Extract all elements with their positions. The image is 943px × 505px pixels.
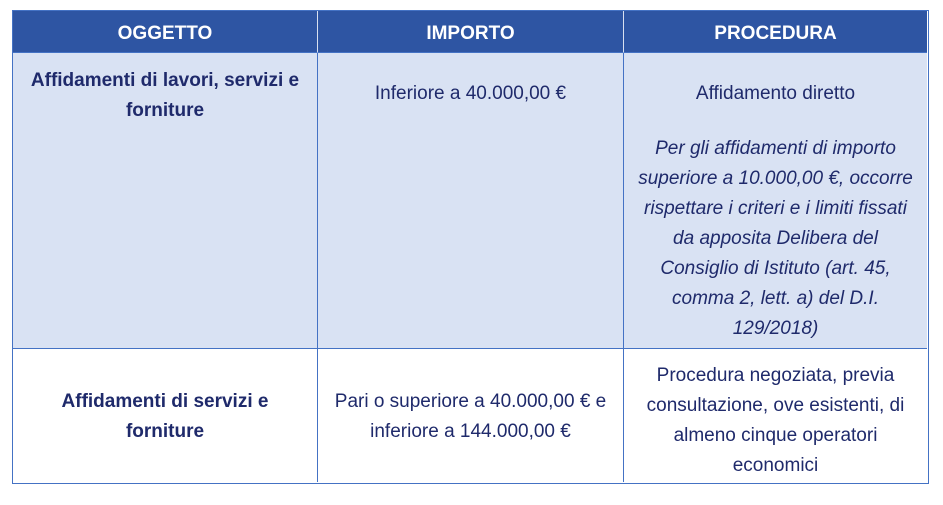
row1-note-line: Consiglio di Istituto (art. 45, <box>660 258 891 279</box>
row2-procedura-line: consultazione, ove esistenti, di <box>646 395 905 416</box>
row2-importo-cell <box>318 349 624 482</box>
row1-procedura-note <box>632 134 919 344</box>
row2-procedura-cell <box>624 349 927 482</box>
header-importo <box>318 11 624 53</box>
row2-oggetto-line: Affidamenti di servizi e <box>61 391 269 412</box>
row1-note-line: comma 2, lett. a) del D.I. <box>672 288 879 309</box>
row2-importo-line: Pari o superiore a 40.000,00 € e <box>334 391 607 412</box>
header-oggetto <box>13 11 318 53</box>
header-importo-label: IMPORTO <box>426 23 515 44</box>
header-procedura-label: PROCEDURA <box>714 23 837 44</box>
row2-procedura-line: almeno cinque operatori <box>673 425 878 446</box>
row1-procedura-cell <box>624 53 927 349</box>
header-procedura <box>624 11 927 53</box>
row1-importo-line: Inferiore a 40.000,00 € <box>374 83 567 104</box>
row2-importo-line: inferiore a 144.000,00 € <box>370 421 571 442</box>
row1-oggetto-cell <box>13 53 318 349</box>
row1-oggetto-line: Affidamenti di lavori, servizi e <box>30 70 300 91</box>
row2-procedura-line: Procedura negoziata, previa <box>656 365 895 386</box>
row1-note-line: superiore a 10.000,00 €, occorre <box>638 168 913 189</box>
row1-note-line: da apposita Delibera del <box>673 228 878 249</box>
row2-oggetto-cell <box>13 349 318 482</box>
row2-oggetto-line: forniture <box>125 421 205 442</box>
header-oggetto-label: OGGETTO <box>117 23 213 44</box>
row1-note-line: rispettare i criteri e i limiti fissati <box>644 198 907 219</box>
row1-note-line: Per gli affidamenti di importo <box>655 138 896 159</box>
row1-procedura-main: Affidamento diretto <box>695 83 856 104</box>
row2-procedura-line: economici <box>732 455 819 476</box>
row1-oggetto-line: forniture <box>125 100 205 121</box>
procurement-table <box>12 10 929 484</box>
row1-importo-cell <box>318 53 624 349</box>
row1-note-line: 129/2018) <box>732 318 819 339</box>
